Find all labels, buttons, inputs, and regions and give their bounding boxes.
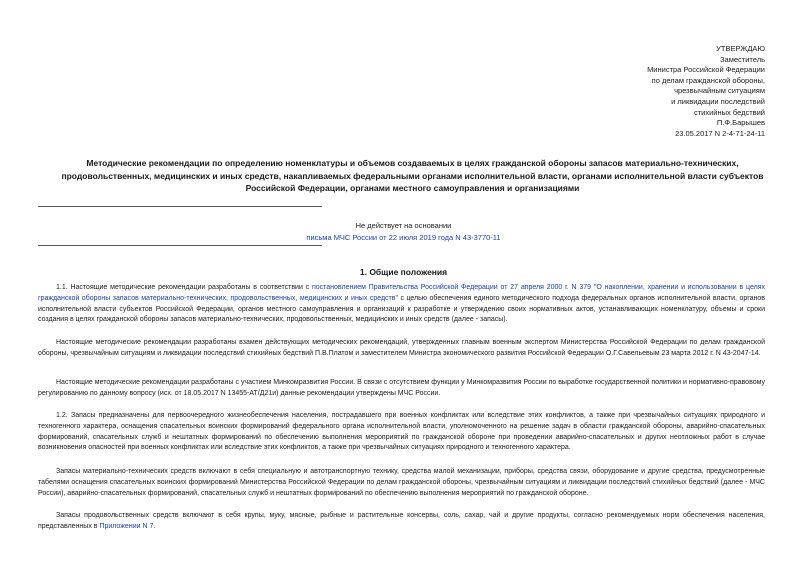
paragraph-food-reserves: [38, 511, 765, 533]
section-title: 1. Общие положения: [359, 267, 448, 277]
document-title-line-3: Российской Федерации, органами местного самоуправления и организациями: [245, 183, 580, 193]
paragraph-1-2: 1.2. Запасы предназначены для первоочередного жизнеобеспечения населения, пострадавшего при военных конфликтах или вследствие этих конфликтов, а также при чрезвычайных ситуациях природного и техногенного характера, оснащения спасательных воинских формирований федерального органа исполнительной власти, уполномоченного на решение задач в области гражданской обороны, аварийно-спасательных формирований, спасательных служб и нештатных формирований по обеспечению выполнения мероприятий по гражданской обороне при проведении аварийно-спасательных и других неотложных работ в случае возникновения опасностей при военных конфликтах или вследствие этих конфликтов, а также при чрезвычайных ситуациях природного и техногенного характера.: [38, 412, 765, 452]
approval-line-liquidation: и ликвидации последствий: [671, 96, 765, 106]
approval-line-approve: УТВЕРЖДАЮ: [716, 44, 765, 53]
paragraph-food-text-start: Запасы продовольственных средств включают в себя крупы, муку, мясные, рыбные и растительные консервы, соль, сахар, чай и другие продукты, согласно рекомендуемых норм обеспечения населения, представленных в: [38, 512, 765, 530]
paragraph-1-1: [38, 283, 765, 326]
status-notice: [100, 220, 707, 243]
document-title: [60, 157, 765, 195]
approval-signatory: П.Ф.Барышев: [716, 118, 765, 128]
paragraph-1-1-text-start: 1.1. Настоящие методические рекомендации разработаны в соответствии с: [56, 284, 312, 291]
approval-line-disasters: стихийных бедствий: [693, 107, 765, 117]
paragraph-replacement: Настоящие методические рекомендации разработаны взамен действующих методических рекомендаций, утвержденных главным военным экспертом Министерства Российской Федерации по делам гражданской обороны, чрезвычайным ситуациям и ликвидации последствий стихийных бедствий П.В.Платом и заместителем Министра экономического развития Российской Федерации О.Г.Савельевым 23 марта 2012 г. N 43-2047-14.: [38, 339, 765, 357]
approval-line-emergencies: чрезвычайным ситуациям: [674, 86, 765, 96]
divider-bottom: [38, 245, 322, 246]
status-text: Не действует на основании: [355, 221, 452, 230]
approval-line-ministry: Министра Российской Федерации: [647, 65, 765, 75]
approval-block: [505, 44, 765, 139]
approval-line-civil-defense: по делам гражданской обороны,: [651, 75, 765, 85]
status-link[interactable]: письма МЧС России от 22 июля 2019 года N 43-3770-11: [306, 232, 501, 242]
approval-line-position: Заместитель: [720, 54, 765, 64]
paragraph-food-text-end: .: [153, 522, 156, 530]
document-title-line-1: Методические рекомендации по определению номенклатуры и объемов создаваемых в целях гражданской обороны запасов материально-технических,: [86, 158, 739, 168]
document-title-line-2: продовольственных, медицинских и иных средств, накапливаемых федеральными органами исполнительной власти, органами исполнительной власти субъектов: [61, 170, 764, 181]
paragraph-minkomrazvitiya: Настоящие методические рекомендации разработаны с участием Минкомразвития России. В связи с отсутствием функции у Минкомразвития России по выработке государственной политики и нормативно-правовому регулированию по данному вопросу (исх. от 18.05.2017 N 13455-АТ/Д21и) данные рекомендации утверждены МЧС России.: [38, 379, 765, 397]
approval-date-number: 23.05.2017 N 2-4-71-24-11: [675, 128, 765, 138]
appendix-7-link[interactable]: Приложении N 7: [99, 522, 154, 530]
paragraph-1-1-text-end: с целью обеспечения единого методического подхода федеральных органов исполнительной власти, органов исполнительной власти субъектов Российской Федерации, органов местного самоуправления и организаций к разработке и утверждению своих нормативных актов, устанавливающих номенклатуру, объемы и сроки создания в целях гражданской обороны запасов материально-технических, продовольственных, медицинских и иных средств (далее - запасы).: [38, 294, 765, 324]
paragraph-material-reserves: Запасы материально-технических средств включают в себя специальную и автотранспортную технику, средства малой механизации, приборы, средства связи, оборудование и другие средства, предусмотренные табелями оснащения спасательных воинских формирований Министерства Российской Федерации по делам гражданской обороны, чрезвычайным ситуациям и ликвидации последствий стихийных бедствий (далее - МЧС России), аварийно-спасательных формирований, спасательных служб и нештатных формирований по обеспечению выполнения мероприятий по гражданской обороне.: [38, 468, 765, 497]
government-decree-link[interactable]: постановлением Правительства Российской Федерации от 27 апреля 2000 г. N 379 "О накоплении, хранении и использовании в целях гражданской обороны запасов материально-технических, продовольственных, медицинских и иных средств": [38, 284, 765, 302]
divider-top: [38, 206, 322, 207]
